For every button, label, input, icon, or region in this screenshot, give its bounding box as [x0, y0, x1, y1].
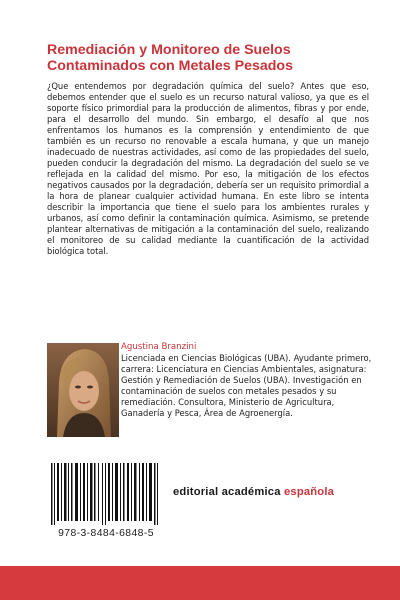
- book-abstract: ¿Que entendemos por degradación química del suelo? Antes que eso, debemos entender que el suelo es un recurso natural valioso, ya que es el soporte físico primordial para la producción de alimentos, fibras y por ende, para el desarrollo del mundo. Sin embargo, el desafío al que nos enfrentamos los humanos es la comprensión y entendimiento de que también es un recurso no renovable a escala humana, y que un manejo inadecuado de nuestras actividades, así como de las propiedades del suelo, pueden conducir la degradación del mismo. La degradación del suelo se ve reflejada en la calidad del mismo. Por eso, la mitigación de los efectos negativos causados por la degradación, debería ser un requisito primordial a la hora de planear cualquier actividad humana. En este libro se intenta describir la importancia que tiene el suelo para los ambientes rurales y urbanos, así como definir la contaminación química. Asimismo, se pretende plantear alternativas de mitigación a la contaminación del suelo, realizando el monitoreo de su calidad mediante la cuantificación de la actividad biológica total.: [47, 81, 369, 256]
- publisher-name-accent: española: [283, 486, 335, 498]
- publisher-name: editorial académica: [173, 486, 281, 498]
- author-photo: [47, 343, 119, 437]
- isbn-barcode: [47, 459, 165, 526]
- author-name: Agustina Branzini: [121, 342, 197, 352]
- publisher-logo: [173, 486, 334, 498]
- barcode-bars: [51, 463, 161, 525]
- book-title-line1: Remediación y Monitoreo de Suelos: [47, 42, 291, 58]
- footer-color-band: [0, 566, 400, 600]
- book-title-line2: Contaminados con Metales Pesados: [47, 58, 293, 74]
- isbn-number: 978-3-8484-6848-5: [58, 528, 154, 539]
- book-title: [47, 42, 367, 74]
- author-bio: Licenciada en Ciencias Biológicas (UBA). Ayudante primero, carrera: Licenciatura en Ciencias Ambientales, asignatura: Gestión y Remediación de Suelos (UBA). Investigación en contaminación de suelos con metales pesados y su remediación. Consultora, Ministerio de Agricultura, Ganadería y Pesca, Área de Agroenergía.: [121, 353, 372, 418]
